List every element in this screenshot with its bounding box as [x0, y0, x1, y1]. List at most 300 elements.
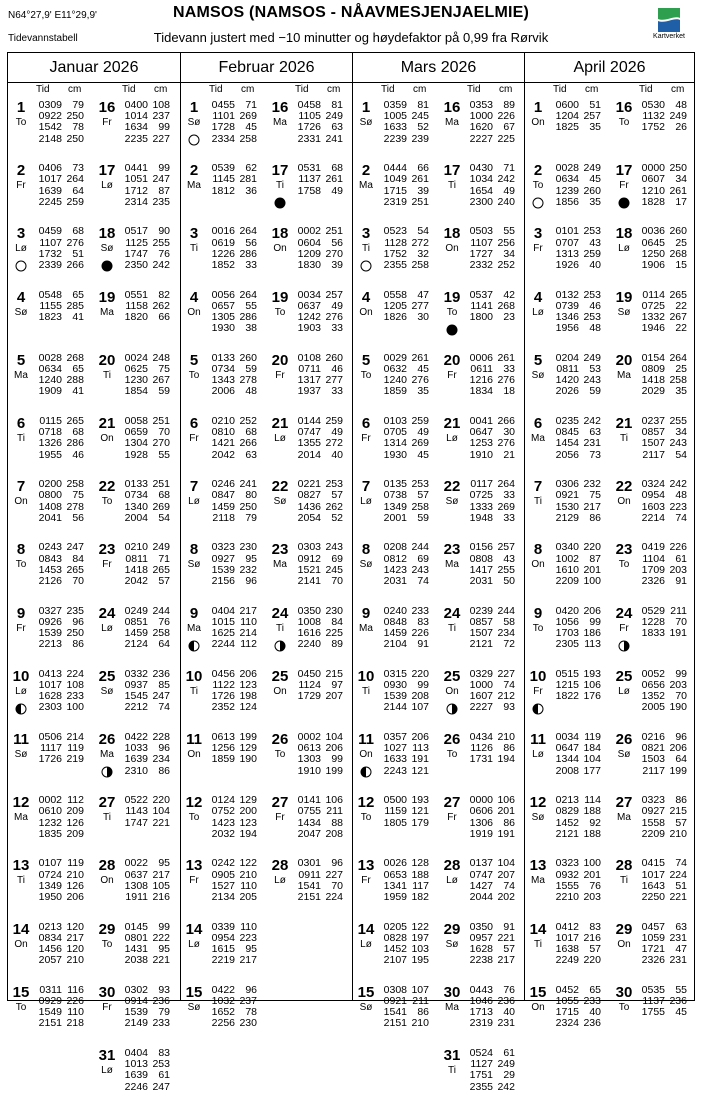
- tide-list: [377, 163, 429, 208]
- day-cell: [10, 224, 94, 287]
- tide-time: 1240: [383, 374, 407, 387]
- tide-height: 91: [417, 638, 429, 651]
- tide-row: [463, 639, 515, 650]
- tide-row: [291, 490, 343, 501]
- tide-time: 0808: [469, 552, 493, 565]
- month-title: Mars 2026: [353, 53, 524, 83]
- tide-time: 1017: [38, 678, 62, 691]
- tide-list: [118, 858, 170, 903]
- day-number: 28: [443, 857, 461, 875]
- day-number: 14: [357, 920, 375, 938]
- weekday: Lø: [101, 1065, 113, 1076]
- day-cell: [527, 540, 611, 603]
- tide-row: [635, 450, 687, 461]
- tide-time: 0400: [124, 99, 148, 111]
- day-number: 18: [98, 225, 116, 243]
- day-cell: [527, 983, 611, 1046]
- day-number: 16: [98, 99, 116, 116]
- weekday: To: [274, 749, 286, 760]
- tide-row: [463, 226, 515, 237]
- tide-height: 221: [152, 816, 170, 829]
- tide-time: 2326: [641, 954, 665, 967]
- tide-list: [549, 985, 601, 1030]
- tide-height: 261: [411, 351, 429, 364]
- tide-time: 0058: [124, 415, 148, 427]
- day-cell: [269, 730, 353, 793]
- tide-list: [205, 226, 257, 271]
- tide-time: 1542: [38, 121, 62, 134]
- tide-time: 0611: [470, 362, 493, 375]
- day-cell: [613, 604, 697, 667]
- tide-list: [549, 669, 601, 703]
- tide-list: [291, 353, 343, 398]
- tide-row: [118, 490, 170, 501]
- tide-time: 1159: [384, 805, 407, 818]
- tide-height: 104: [583, 753, 601, 766]
- tide-row: [377, 806, 429, 817]
- tide-time: 0000: [469, 794, 493, 807]
- tide-row: [463, 513, 515, 524]
- tide-list: [463, 858, 515, 903]
- tide-row: [205, 226, 257, 237]
- tide-row: [635, 226, 687, 237]
- day-number: 17: [98, 162, 116, 180]
- day-cell: [96, 983, 180, 1046]
- day-cell: [527, 351, 611, 414]
- tide-height: 244: [497, 604, 515, 617]
- tide-height: 179: [411, 816, 429, 829]
- tide-list: [635, 100, 687, 134]
- tide-time: 0135: [383, 478, 407, 491]
- tide-height: 242: [152, 258, 170, 271]
- tide-row: [291, 542, 343, 553]
- tide-height: 243: [411, 563, 429, 576]
- tide-time: 1852: [211, 258, 235, 271]
- weekday: To: [101, 938, 113, 950]
- tide-time: 2029: [641, 385, 665, 398]
- tide-height: 54: [158, 511, 170, 524]
- tide-height: 203: [669, 678, 687, 691]
- tide-height: 93: [158, 983, 170, 996]
- tide-height: 116: [67, 983, 84, 996]
- tide-list: [377, 732, 429, 777]
- tide-list: [635, 416, 687, 461]
- tide-time: 1452: [555, 816, 579, 829]
- tide-height: 244: [152, 604, 170, 617]
- tide-time: 2124: [124, 638, 148, 651]
- tide-time: 0659: [124, 426, 148, 439]
- day-cell: [441, 604, 525, 667]
- day-cell: [183, 351, 267, 414]
- tide-time: 0208: [383, 541, 407, 554]
- tide-height: 245: [325, 563, 343, 576]
- tide-time: 0506: [38, 731, 62, 743]
- tide-list: [291, 100, 343, 145]
- day-cell: [355, 161, 439, 224]
- tide-time: 1456: [38, 942, 62, 955]
- tide-time: 1308: [124, 879, 148, 892]
- tide-height: 217: [66, 931, 84, 944]
- day-number: 28: [98, 857, 116, 875]
- tide-time: 2044: [469, 890, 493, 903]
- weekday: To: [618, 559, 630, 571]
- weekday: Ti: [362, 685, 370, 697]
- tide-row: [635, 576, 687, 587]
- tide-time: 1143: [125, 805, 148, 818]
- tide-time: 0156: [469, 541, 493, 554]
- tide-height: 264: [669, 351, 687, 364]
- day-number: 17: [443, 162, 461, 180]
- tide-list: [377, 985, 429, 1030]
- weekday: On: [617, 938, 631, 950]
- tide-list: [463, 922, 515, 967]
- tide-height: 286: [239, 310, 257, 323]
- tide-row: [291, 134, 343, 145]
- tide-height: 261: [411, 173, 429, 186]
- tide-height: 188: [411, 868, 429, 881]
- tide-height: 48: [589, 322, 601, 335]
- tide-time: 1459: [211, 500, 235, 513]
- tide-height: 33: [331, 385, 343, 398]
- tide-list: [377, 922, 429, 967]
- tide-time: 1421: [211, 437, 235, 450]
- tide-row: [291, 186, 343, 197]
- weekday: Lø: [446, 875, 458, 887]
- day-number: 9: [16, 604, 26, 622]
- tide-time: 0800: [38, 489, 62, 502]
- day-cell: [441, 477, 525, 540]
- tide-row: [205, 490, 257, 501]
- day-number: 15: [185, 983, 203, 1001]
- tide-height: 108: [66, 678, 84, 691]
- tide-time: 1349: [38, 879, 62, 892]
- day-cell: [269, 604, 353, 667]
- tide-row: [463, 197, 515, 208]
- tide-time: 0747: [469, 868, 493, 881]
- day-number: 5: [16, 351, 26, 369]
- kartverket-logo-text: Kartverket: [653, 33, 685, 40]
- tide-height: 223: [669, 500, 687, 513]
- tide-height: 226: [497, 110, 515, 123]
- day-cell: [355, 920, 439, 983]
- tide-row: [635, 702, 687, 713]
- tide-time: 0656: [641, 678, 665, 691]
- tide-height: 211: [412, 994, 429, 1007]
- tide-height: 233: [152, 1017, 170, 1030]
- day-cell: [441, 161, 525, 224]
- tide-time: 0548: [38, 288, 62, 301]
- tide-height: 286: [239, 247, 257, 260]
- time-column-header: Tid: [381, 84, 395, 95]
- tide-time: 1903: [297, 322, 321, 335]
- day-cell: [613, 920, 697, 983]
- tide-time: 0834: [38, 931, 62, 944]
- tide-list: [635, 479, 687, 524]
- day-cell: [269, 351, 353, 414]
- tide-time: 1349: [383, 500, 407, 513]
- day-cell: [269, 98, 353, 161]
- tide-list: [205, 416, 257, 461]
- tide-time: 0905: [211, 868, 235, 881]
- tide-time: 1137: [642, 994, 665, 1007]
- tide-height: 112: [240, 638, 257, 651]
- day-number: 10: [529, 667, 547, 685]
- tide-row: [32, 260, 84, 271]
- tide-list: [291, 163, 343, 197]
- tide-height: 247: [152, 1080, 170, 1093]
- tide-height: 35: [675, 385, 687, 398]
- tide-time: 0530: [641, 99, 665, 111]
- day-cell: [355, 856, 439, 919]
- tide-height: 100: [66, 701, 84, 714]
- tide-time: 1628: [38, 690, 62, 703]
- tide-height: 202: [497, 890, 515, 903]
- day-cell: [269, 856, 353, 919]
- tide-time: 2326: [641, 574, 665, 587]
- tide-time: 1000: [469, 678, 493, 691]
- weekday: Sø: [100, 685, 114, 697]
- tide-time: 1715: [555, 1006, 579, 1019]
- tide-time: 2209: [555, 574, 579, 587]
- tide-time: 0302: [124, 983, 148, 996]
- tide-time: 0739: [555, 299, 579, 312]
- tide-height: 41: [72, 310, 84, 323]
- day-cell: [613, 540, 697, 603]
- tide-height: 233: [411, 604, 429, 617]
- weekday: Ti: [276, 622, 284, 634]
- tide-row: [291, 174, 343, 185]
- tide-height: 66: [417, 162, 429, 175]
- weekday: Lø: [618, 685, 630, 697]
- tide-time: 1541: [383, 1006, 407, 1019]
- tide-row: [463, 260, 515, 271]
- tide-height: 30: [417, 310, 429, 323]
- tide-time: 0243: [38, 541, 62, 554]
- day-number: 9: [533, 604, 543, 622]
- tide-height: 73: [72, 162, 84, 175]
- tide-time: 1955: [38, 448, 62, 461]
- tide-row: [635, 386, 687, 397]
- tide-time: 1822: [555, 690, 579, 703]
- tide-time: 0353: [469, 99, 493, 111]
- tide-time: 0456: [211, 667, 235, 680]
- day-number: 30: [98, 983, 116, 1001]
- tide-list: [549, 290, 601, 335]
- tide-height: 253: [325, 478, 343, 491]
- tide-list: [635, 922, 687, 967]
- tide-height: 107: [411, 701, 429, 714]
- tide-height: 72: [503, 638, 515, 651]
- tide-time: 0930: [383, 678, 407, 691]
- tide-height: 49: [331, 299, 343, 312]
- day-cell: [269, 161, 353, 224]
- tide-height: 191: [497, 827, 515, 840]
- tide-time: 1812: [211, 184, 235, 197]
- tide-height: 225: [325, 626, 343, 639]
- day-number: 13: [12, 857, 30, 875]
- tide-height: 285: [66, 299, 84, 312]
- tide-time: 2054: [297, 511, 321, 524]
- tide-height: 129: [239, 794, 257, 807]
- tide-row: [377, 1018, 429, 1029]
- tide-time: 0457: [641, 920, 665, 933]
- day-number: 25: [443, 667, 461, 685]
- day-cell: [10, 414, 94, 477]
- tide-time: 1352: [641, 690, 665, 703]
- tide-height: 36: [245, 184, 257, 197]
- tide-time: 1527: [211, 879, 235, 892]
- tide-height: 249: [583, 162, 601, 175]
- day-number: 29: [98, 920, 116, 938]
- tide-row: [463, 576, 515, 587]
- tide-height: 75: [72, 489, 84, 502]
- tide-row: [549, 892, 601, 903]
- tide-list: [463, 606, 515, 651]
- tide-list: [377, 606, 429, 651]
- day-cell: [183, 161, 267, 224]
- tide-row: [635, 829, 687, 840]
- tide-time: 1256: [211, 742, 235, 755]
- first-quarter-moon-icon: [274, 640, 286, 652]
- tide-height: 247: [152, 173, 170, 186]
- tide-height: 75: [158, 362, 170, 375]
- tide-height: 33: [503, 489, 515, 502]
- day-number: 8: [16, 541, 26, 559]
- tide-height: 128: [411, 857, 429, 870]
- day-cell: [183, 983, 267, 1046]
- tide-time: 1909: [38, 385, 62, 398]
- height-column-header: cm: [154, 84, 168, 95]
- tide-time: 0558: [383, 288, 407, 301]
- tide-height: 249: [325, 110, 343, 123]
- day-cell: [183, 288, 267, 351]
- weekday: On: [100, 875, 114, 887]
- tide-height: 90: [158, 225, 170, 238]
- tide-height: 49: [331, 426, 343, 439]
- tide-list: [463, 795, 515, 840]
- tide-row: [291, 450, 343, 461]
- tide-time: 2042: [211, 448, 235, 461]
- tide-time: 0002: [38, 794, 62, 807]
- tide-height: 38: [245, 322, 257, 335]
- tide-time: 1125: [125, 236, 148, 249]
- tide-height: 46: [331, 362, 343, 375]
- weekday: To: [15, 117, 27, 128]
- tide-time: 0637: [124, 868, 148, 881]
- tide-time: 1355: [297, 437, 321, 450]
- tide-height: 250: [239, 500, 257, 513]
- day-cell: [527, 920, 611, 983]
- tide-time: 2004: [124, 511, 148, 524]
- weekday: Ti: [362, 243, 370, 255]
- tide-list: [463, 416, 515, 461]
- day-cell: [355, 98, 439, 161]
- tide-height: 74: [675, 511, 687, 524]
- tide-height: 251: [152, 415, 170, 427]
- tide-row: [291, 754, 343, 765]
- weekday: Fr: [16, 622, 26, 634]
- tide-time: 1747: [124, 816, 148, 829]
- day-number: 5: [189, 351, 199, 369]
- day-cell: [10, 288, 94, 351]
- day-number: 21: [615, 415, 633, 432]
- tide-time: 0422: [211, 983, 235, 996]
- tide-time: 1906: [641, 258, 665, 271]
- tide-time: 0239: [469, 604, 493, 617]
- tide-time: 1051: [124, 173, 148, 186]
- weekday: Fr: [102, 559, 112, 571]
- tide-time: 0927: [641, 805, 665, 818]
- day-number: 7: [189, 478, 199, 496]
- tide-time: 2117: [642, 448, 665, 461]
- tide-row: [32, 490, 84, 501]
- tide-list: [205, 163, 257, 197]
- tide-height: 235: [66, 604, 84, 617]
- tide-row: [549, 829, 601, 840]
- tide-time: 1937: [297, 385, 321, 398]
- tide-time: 2319: [383, 195, 407, 208]
- weekday: On: [14, 496, 28, 508]
- tide-row: [377, 576, 429, 587]
- tide-row: [635, 122, 687, 133]
- tide-height: 65: [72, 288, 84, 301]
- tide-time: 1503: [641, 753, 665, 766]
- time-column-header: Tid: [122, 84, 136, 95]
- tide-row: [32, 829, 84, 840]
- weekday: Ti: [448, 622, 456, 634]
- day-cell: [269, 477, 353, 540]
- tide-height: 40: [503, 1006, 515, 1019]
- tide-height: 95: [245, 942, 257, 955]
- day-number: 26: [271, 731, 289, 748]
- tide-time: 0006: [469, 351, 493, 364]
- tide-height: 65: [589, 983, 601, 996]
- tide-list: [635, 353, 687, 398]
- tide-time: 0752: [211, 805, 235, 818]
- tide-row: [32, 892, 84, 903]
- new-moon-icon: [618, 197, 630, 209]
- tide-time: 1341: [383, 879, 407, 892]
- tide-time: 1726: [297, 121, 321, 134]
- day-cell: [10, 540, 94, 603]
- tide-time: 0645: [641, 236, 665, 249]
- tide-height: 74: [503, 879, 515, 892]
- tide-height: 262: [325, 500, 343, 513]
- weekday: Ma: [445, 559, 459, 571]
- tide-time: 0246: [211, 478, 235, 491]
- weekday: Ma: [531, 875, 545, 887]
- tide-height: 87: [589, 552, 601, 565]
- tide-row: [291, 892, 343, 903]
- tide-time: 1459: [124, 626, 148, 639]
- tide-height: 74: [675, 857, 687, 870]
- tide-row: [118, 134, 170, 145]
- tide-height: 262: [152, 299, 170, 312]
- tide-time: 1755: [641, 1006, 665, 1019]
- tide-height: 57: [675, 816, 687, 829]
- tide-height: 233: [66, 690, 84, 703]
- tide-time: 0441: [124, 162, 148, 175]
- day-number: 2: [189, 162, 199, 180]
- tide-list: [635, 858, 687, 903]
- weekday: Fr: [102, 117, 112, 128]
- tide-height: 70: [72, 574, 84, 587]
- tide-time: 0339: [211, 920, 235, 933]
- weekday: To: [360, 369, 372, 381]
- tide-list: [118, 669, 170, 714]
- day-cell: [355, 604, 439, 667]
- weekday: On: [100, 433, 114, 444]
